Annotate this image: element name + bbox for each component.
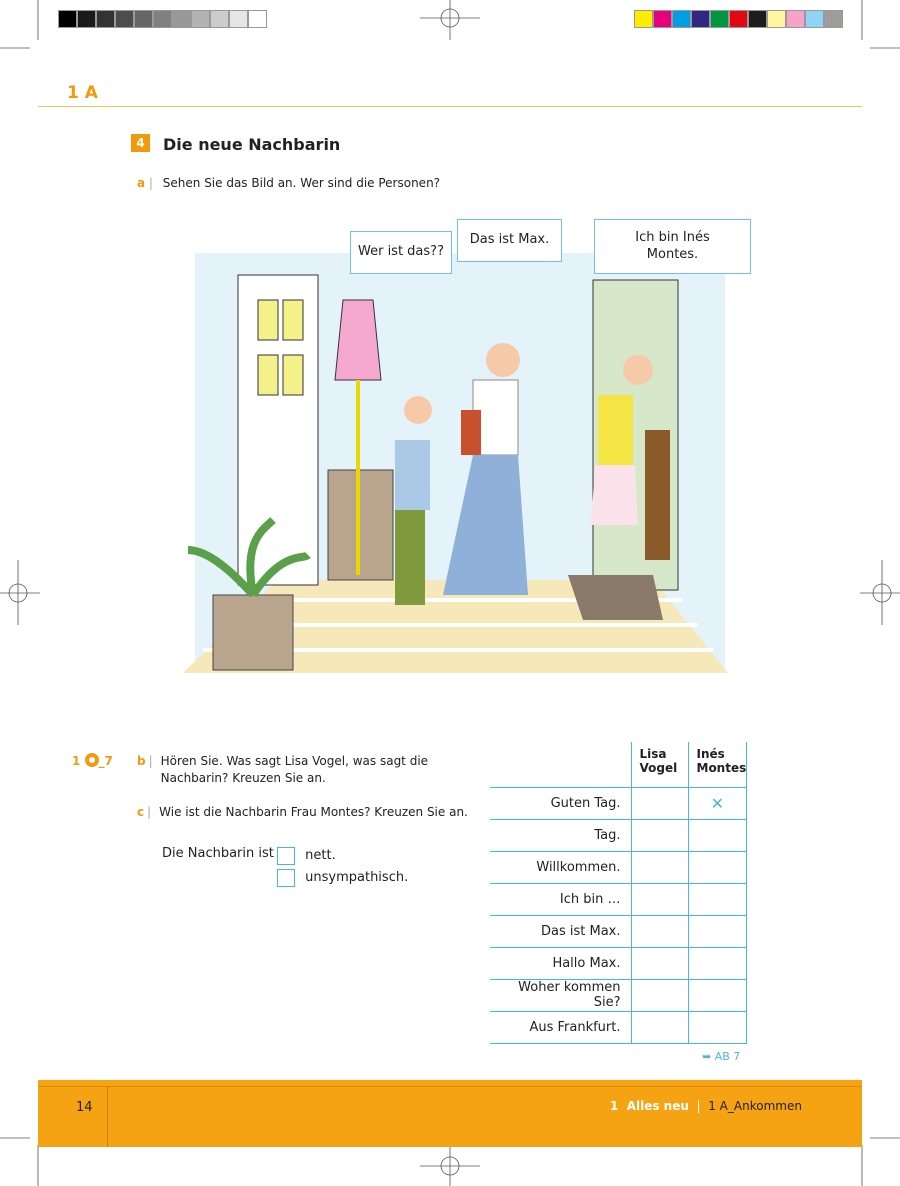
cd-number: 1 [72,754,81,768]
ines-check-cell[interactable] [688,883,747,915]
phrase-cell: Woher kommen Sie? [490,979,631,1011]
speech-bubble-lisa: Das ist Max. [457,219,562,262]
table-row [490,787,747,819]
speech-bubble-ines: Ich bin Inés Montes. [594,219,751,274]
header-ines: Inés Montes [688,742,747,787]
table-header-row [490,742,747,787]
section-number: 4 [131,134,150,152]
table-row [490,819,747,851]
task-a: a | Sehen Sie das Bild an. Wer sind die Personen? [137,176,441,190]
phrase-cell: Willkommen. [490,851,631,883]
checkbox-nett[interactable] [277,847,295,865]
phrase-cell: Aus Frankfurt. [490,1011,631,1043]
task-a-text: Sehen Sie das Bild an. Wer sind die Personen? [162,176,441,190]
ines-check-cell[interactable]: ✕ [688,787,747,819]
page-number: 14 [76,1100,93,1115]
task-c: c | Wie ist die Nachbarin Frau Montes? Kreuzen Sie an. [137,805,468,819]
option-unsympathisch [277,867,408,889]
option-label: unsympathisch. [305,870,409,885]
lisa-check-cell[interactable] [631,1011,688,1043]
table-row [490,851,747,883]
lisa-check-cell[interactable] [631,915,688,947]
unit-label: 1 A [67,83,98,103]
task-c-lead: Die Nachbarin ist [162,846,274,861]
lisa-check-cell[interactable] [631,947,688,979]
lisa-check-cell[interactable] [631,851,688,883]
task-c-text: Wie ist die Nachbarin Frau Montes? Kreuzen Sie an. [159,805,468,819]
task-letter: c [137,805,145,819]
table-row [490,915,747,947]
phrase-cell: Tag. [490,819,631,851]
illustration-neighbor-meeting [183,250,728,676]
lesson-label: 1 A_Ankommen [708,1099,802,1113]
ines-check-cell[interactable] [688,979,747,1011]
header-divider [38,106,862,107]
ines-check-cell[interactable] [688,947,747,979]
option-label: nett. [305,848,336,863]
separator: | [696,1099,701,1113]
workbook-reference[interactable] [702,1050,740,1063]
table-row [490,947,747,979]
footer-breadcrumb [610,1099,802,1113]
phrase-cell: Ich bin … [490,883,631,915]
checkbox-unsympathisch[interactable] [277,869,295,887]
ines-check-cell[interactable] [688,851,747,883]
track-number: _7 [98,754,113,768]
ines-check-cell[interactable] [688,819,747,851]
header-lisa: Lisa Vogel [631,742,688,787]
phrase-cell: Hallo Max. [490,947,631,979]
phrase-cell: Das ist Max. [490,915,631,947]
arrow-icon: ➥ [702,1050,712,1063]
table-row [490,979,747,1011]
table-row [490,1011,747,1043]
ines-check-cell[interactable] [688,915,747,947]
cd-icon [85,753,99,767]
task-b-text: Hören Sie. Was sagt Lisa Vogel, was sagt die Nachbarin? Kreuzen Sie an. [160,754,429,785]
lisa-check-cell[interactable] [631,819,688,851]
section-title: Die neue Nachbarin [163,135,341,154]
table-row [490,883,747,915]
phrase-table [490,742,747,1044]
audio-track-reference [72,753,113,768]
option-nett [277,845,408,867]
task-b: b | Hören Sie. Was sagt Lisa Vogel, was sagt die Nachbarin? Kreuzen Sie an. [137,753,477,787]
task-letter: b [137,754,146,768]
phrase-cell: Guten Tag. [490,787,631,819]
workbook-ref-label: AB 7 [714,1050,741,1063]
footer-bar [38,1080,862,1147]
chapter-label: 1 Alles neu [610,1099,689,1113]
task-letter: a [137,176,146,190]
lisa-check-cell[interactable] [631,883,688,915]
task-c-options [277,845,408,889]
lisa-check-cell[interactable] [631,979,688,1011]
lisa-check-cell[interactable] [631,787,688,819]
ines-check-cell[interactable] [688,1011,747,1043]
speech-bubble-max: Wer ist das?? [350,231,452,274]
